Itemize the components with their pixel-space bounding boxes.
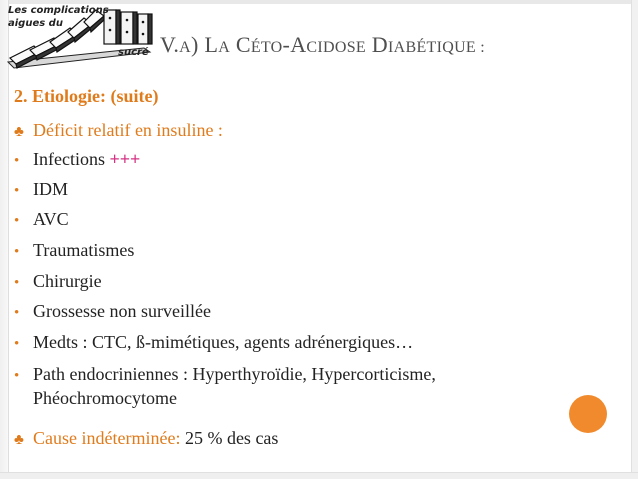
infections-mark: +++ (109, 149, 141, 169)
bullet-dot-icon: • (14, 153, 20, 169)
title-dash: - (282, 32, 291, 57)
club-icon: ♣ (14, 124, 24, 140)
idm-text: IDM (33, 179, 68, 199)
medts-text: Medts : CTC, ß-mimétiques, agents adrénergiques… (33, 332, 414, 352)
bullet-traumatismes (14, 239, 134, 263)
title-a1: A (218, 39, 231, 56)
section-subtitle: 2. Etiologie: (suite) (14, 86, 159, 106)
bullet-dot-icon: • (14, 183, 20, 199)
bullet-grossesse (14, 300, 211, 324)
title-a2: A (290, 32, 307, 57)
title-rest3: IABÉTIQUE : (387, 39, 486, 56)
bullet-avc (14, 208, 69, 232)
avc-text: AVC (33, 209, 69, 229)
title-mid: ) L (191, 32, 219, 57)
decorative-orange-circle (569, 395, 607, 433)
bullet-cause (14, 427, 278, 451)
bullet-chirurgie (14, 270, 102, 294)
grossesse-text: Grossesse non surveillée (33, 301, 211, 321)
title-d: D (365, 32, 388, 57)
slide-title (160, 32, 485, 58)
bullet-path (14, 363, 436, 387)
bullet-dot-icon: • (14, 213, 20, 229)
cause-label: Cause indéterminée: (33, 428, 181, 448)
logo-caption-line1: Les complications (8, 5, 109, 16)
chirurgie-text: Chirurgie (33, 271, 102, 291)
club-icon: ♣ (14, 432, 24, 448)
bullet-dot-icon: • (14, 275, 20, 291)
title-prefix: V. (160, 32, 180, 57)
slide-border-right (631, 0, 638, 479)
deficit-text: Déficit relatif en insuline : (33, 120, 223, 140)
logo-caption-line2: aigues du (8, 18, 63, 29)
title-a: A (179, 39, 192, 56)
bullet-idm (14, 178, 68, 202)
bullet-medts (14, 331, 413, 355)
title-rest2: CIDOSE (306, 39, 366, 56)
slide-border-bottom (0, 472, 638, 479)
bullet-infections (14, 148, 140, 172)
path-text-line1: Path endocriniennes : Hyperthyroïdie, Hypercorticisme, (33, 364, 436, 384)
bullet-dot-icon: • (14, 368, 20, 384)
bullet-dot-icon: • (14, 305, 20, 321)
bullet-dot-icon: • (14, 244, 20, 260)
bullet-dot-icon: • (14, 336, 20, 352)
bullet-deficit (14, 119, 223, 143)
logo-caption-line3: sucré (118, 47, 149, 58)
title-rest1: ÉTO (250, 39, 283, 56)
infections-text: Infections (33, 149, 105, 169)
path-text-line2: Phéochromocytome (33, 388, 177, 408)
bullet-path-continuation (33, 387, 177, 409)
domino-logo (4, 2, 154, 78)
traumatismes-text: Traumatismes (33, 240, 135, 260)
cause-value: 25 % des cas (184, 428, 279, 448)
title-mid2: C (230, 32, 251, 57)
